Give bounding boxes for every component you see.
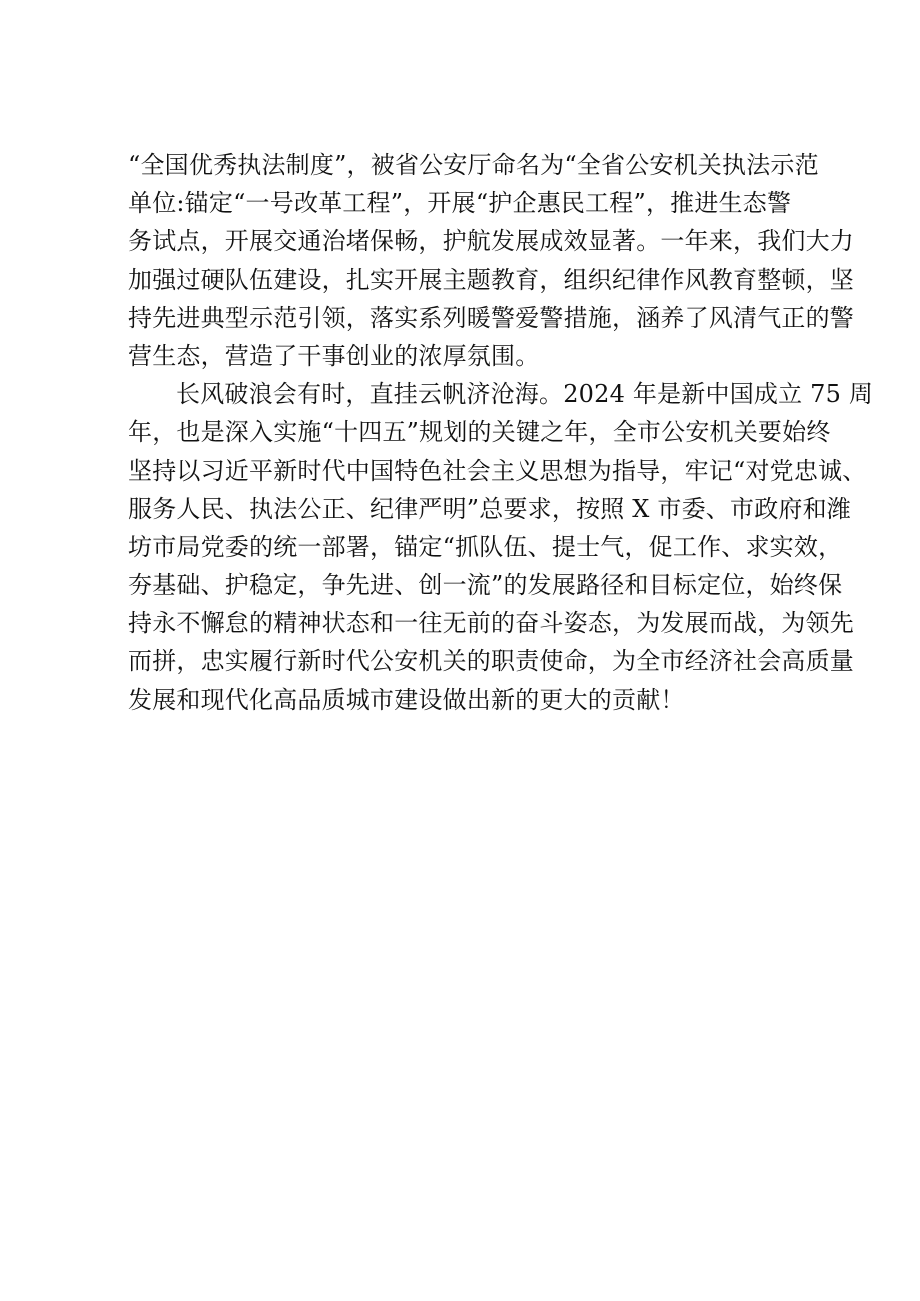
text-line: 持先进典型示范引领，落实系列暖警爱警措施，涵养了风清气正的警 (128, 303, 854, 332)
text-line: 发展和现代化高品质城市建设做出新的更大的贡献！ (128, 685, 685, 714)
text-line: 坊市局党委的统一部署，锚定“抓队伍、提士气，促工作、求实效， (128, 532, 843, 561)
paragraph-1 (128, 146, 854, 375)
text-line: 长风破浪会有时，直挂云帆济沧海。2024 年是新中国成立 75 周 (176, 380, 874, 409)
text-line: 夯基础、护稳定，争先进、创一流”的发展路径和目标定位，始终保 (128, 571, 843, 600)
text-line: 务试点，开展交通治堵保畅，护航发展成效显著。一年来，我们大力 (128, 227, 854, 256)
text-line: 服务人民、执法公正、纪律严明”总要求，按照 X 市委、市政府和潍 (128, 494, 852, 523)
text-line: 营生态，营造了干事创业的浓厚氛围。 (128, 341, 540, 370)
text-line: 年，也是深入实施“十四五”规划的关键之年，全市公安机关要始终 (128, 418, 831, 447)
text-line: 持永不懈怠的精神状态和一往无前的奋斗姿态，为发展而战，为领先 (128, 609, 854, 638)
text-line: “全国优秀执法制度”，被省公安厅命名为“全省公安机关执法示范 (128, 151, 819, 179)
text-line: 坚持以习近平新时代中国特色社会主义思想为指导，牢记“对党忠诚、 (128, 456, 867, 485)
paragraph-2 (128, 375, 874, 719)
text-line: 而拼，忠实履行新时代公安机关的职责使命，为全市经济社会高质量 (128, 647, 854, 676)
document-body (128, 146, 874, 719)
text-line: 单位:锚定“一号改革工程”，开展“护企惠民工程”，推进生态警 (128, 189, 792, 218)
text-line: 加强过硬队伍建设，扎实开展主题教育，组织纪律作风教育整顿，坚 (128, 265, 854, 294)
